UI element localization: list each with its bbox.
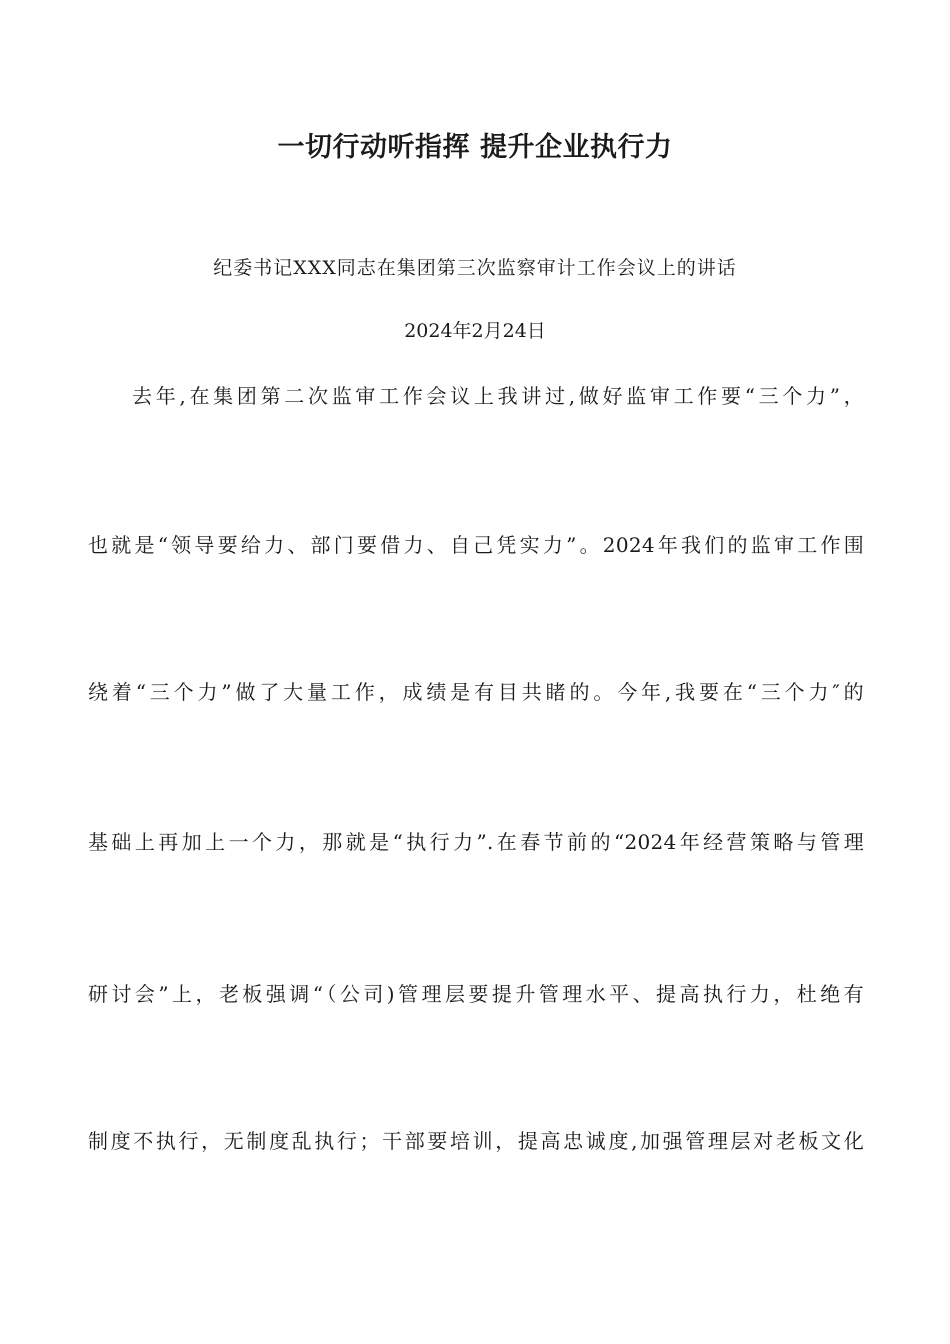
document-title: 一切行动听指挥 提升企业执行力 [277,132,673,163]
body-line: 研讨会”上，老板强调“（公司)管理层要提升管理水平、提高执行力，杜绝有 [88,982,864,1006]
body-line: 去年,在集团第二次监审工作会议上我讲过,做好监审工作要“三个力”， [132,384,864,408]
body-line: 制度不执行，无制度乱执行；干部要培训，提高忠诚度,加强管理层对老板文化 [88,1129,864,1153]
body-line: 基础上再加上一个力，那就是“执行力”.在春节前的“2024年经营策略与管理 [88,830,864,854]
body-line: 绕着“三个力”做了大量工作，成绩是有目共睹的。今年,我要在“三个力″的 [88,680,864,704]
document-subtitle: 纪委书记XXX同志在集团第三次监察审计工作会议上的讲话 [213,257,737,279]
body-line: 也就是“领导要给力、部门要借力、自己凭实力”。2024年我们的监审工作围 [88,533,864,557]
document-date: 2024年2月24日 [404,320,546,342]
